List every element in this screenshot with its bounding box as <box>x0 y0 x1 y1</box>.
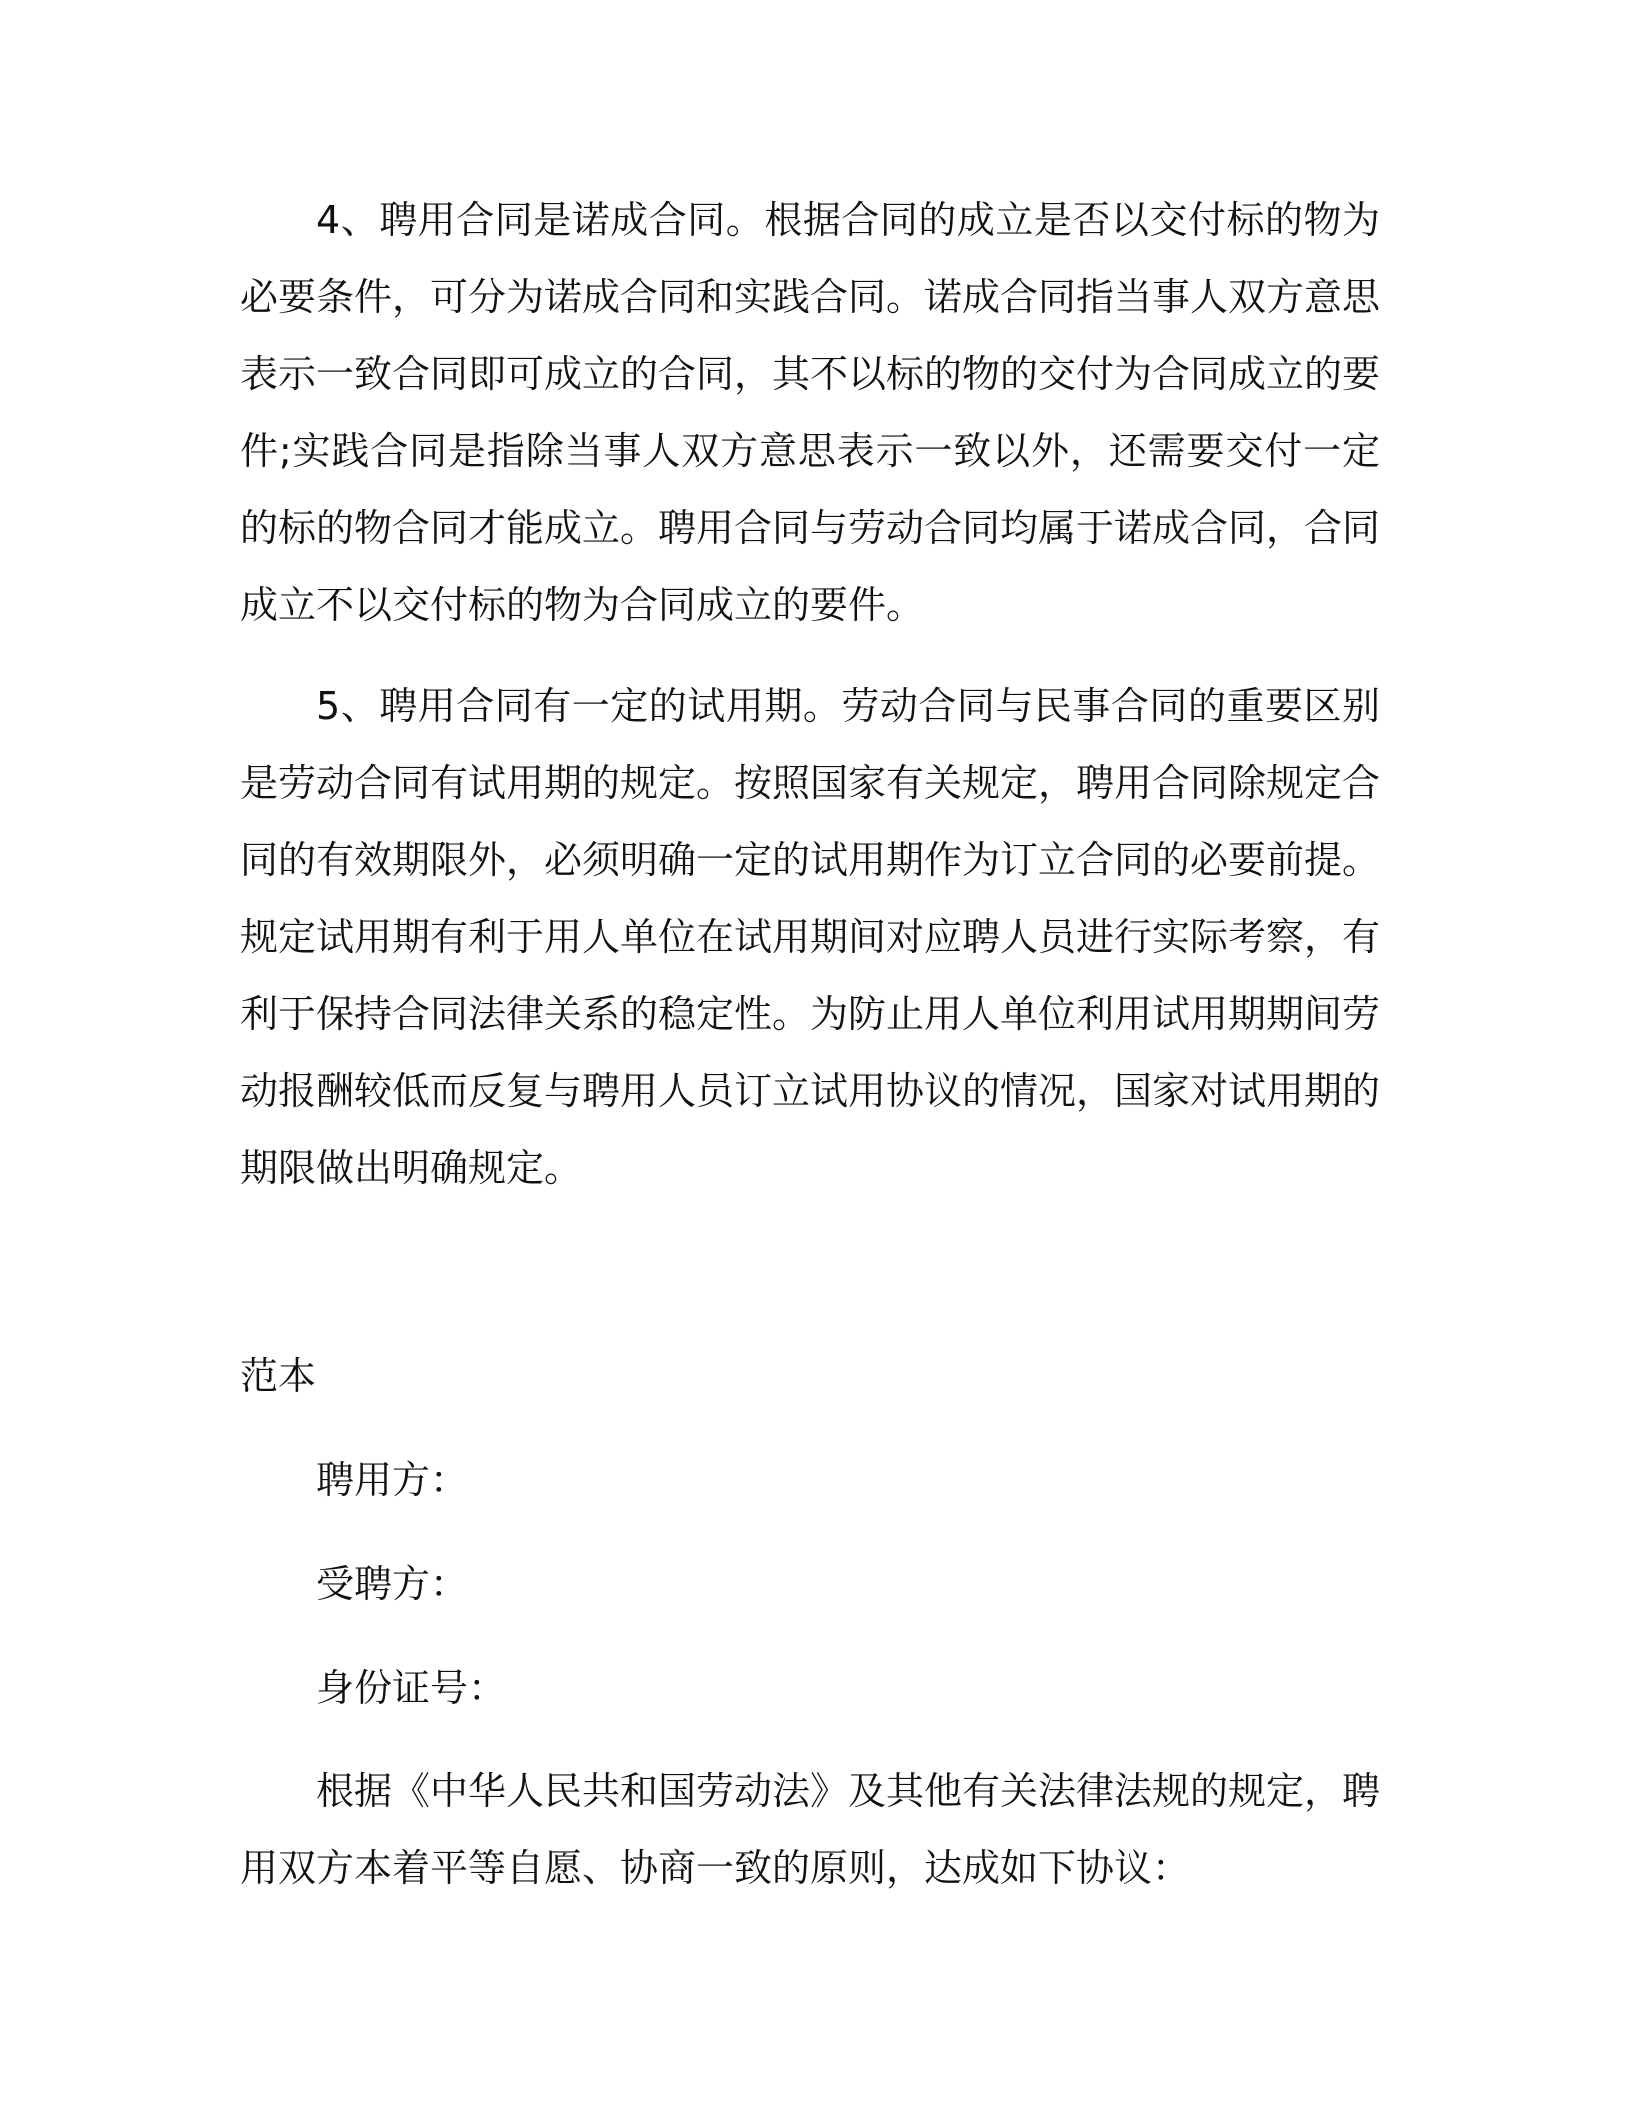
id-number-label: 身份证号： <box>316 1666 507 1710</box>
template-heading: 范本 <box>240 1354 317 1398</box>
paragraph-probationary-contract-4: 4、聘用合同是诺成合同。根据合同的成立是否以交付标的物为必要条件，可分为诺成合同和实践合同。诺成合同指当事人双方意思表示一致合同即可成立的合同，其不以标的物的交付为合同成立的要件;实践合同是指除当事人双方意思表示一致以外，还需要交付一定的标的物合同才能成立。聘用合同与劳动合同均属于诺成合同，合同成立不以交付标的物为合同成立的要件。 <box>240 198 1381 627</box>
paragraph-probation-period-5: 5、聘用合同有一定的试用期。劳动合同与民事合同的重要区别是劳动合同有试用期的规定。按照国家有关规定，聘用合同除规定合同的有效期限外，必须明确一定的试用期作为订立合同的必要前提。规定试用期有利于用人单位在试用期间对应聘人员进行实际考察，有利于保持合同法律关系的稳定性。为防止用人单位利用试用期期间劳动报酬较低而反复与聘用人员订立试用协议的情况，国家对试用期的期限做出明确规定。 <box>240 684 1381 1190</box>
intro-paragraph: 根据《中华人民共和国劳动法》及其他有关法律法规的规定，聘用双方本着平等自愿、协商一致的原则，达成如下协议： <box>240 1769 1381 1890</box>
employee-label: 受聘方： <box>316 1562 469 1606</box>
employer-label: 聘用方： <box>316 1458 469 1502</box>
